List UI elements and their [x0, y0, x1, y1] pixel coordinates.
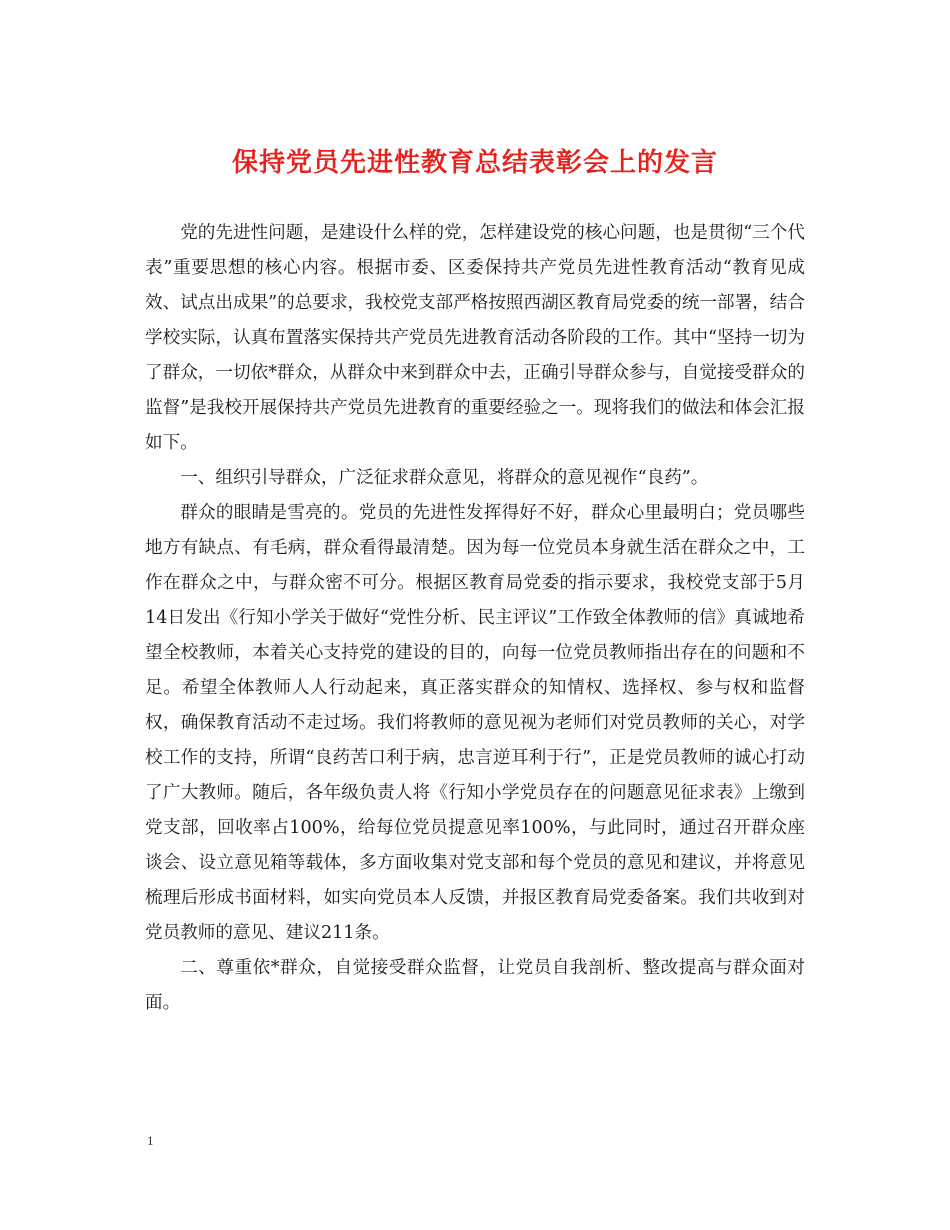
paragraph-section-1: 群众的眼睛是雪亮的。党员的先进性发挥得好不好，群众心里最明白；党员哪些地方有缺点、有毛病，群众看得最清楚。因为每一位党员本身就生活在群众之中，工作在群众之中，与群众密不可分。根据区教育局党委的指示要求，我校党支部于5月14日发出《行知小学关于做好“党性分析、民主评议”工作致全体教师的信》真诚地希望全校教师，本着关心支持党的建设的目的，向每一位党员教师指出存在的问题和不足。希望全体教师人人行动起来，真正落实群众的知情权、选择权、参与权和监督权，确保教育活动不走过场。我们将教师的意见视为老师们对党员教师的关心，对学校工作的支持，所谓“良药苦口利于病，忠言逆耳利于行”，正是党员教师的诚心打动了广大教师。随后，各年级负责人将《行知小学党员存在的问题意见征求表》上缴到党支部，回收率占100%，给每位党员提意见率100%，与此同时，通过召开群众座谈会、设立意见箱等载体，多方面收集对党支部和每个党员的意见和建议，并将意见梳理后形成书面材料，如实向党员本人反馈，并报区教育局党委备案。我们共收到对党员教师的意见、建议211条。	[145, 503, 805, 943]
document-body	[145, 216, 805, 1021]
document-title: 保持党员先进性教育总结表彰会上的发言	[231, 148, 718, 178]
heading-section-2: 二、尊重依*群众，自觉接受群众监督，让党员自我剖析、整改提高与群众面对面。	[145, 958, 805, 1013]
page-number: 1	[147, 1133, 154, 1148]
paragraph-intro: 党的先进性问题，是建设什么样的党，怎样建设党的核心问题，也是贯彻“三个代表”重要思想的核心内容。根据市委、区委保持共产党员先进性教育活动“教育见成效、试点出成果”的总要求，我校党支部严格按照西湖区教育局党委的统一部署，结合学校实际，认真布置落实保持共产党员先进教育活动各阶段的工作。其中“坚持一切为了群众，一切依*群众，从群众中来到群众中去，正确引导群众参与，自觉接受群众的监督”是我校开展保持共产党员先进教育的重要经验之一。现将我们的做法和体会汇报如下。	[145, 223, 805, 453]
heading-section-1: 一、组织引导群众，广泛征求群众意见，将群众的意见视作“良药”。	[180, 468, 709, 488]
